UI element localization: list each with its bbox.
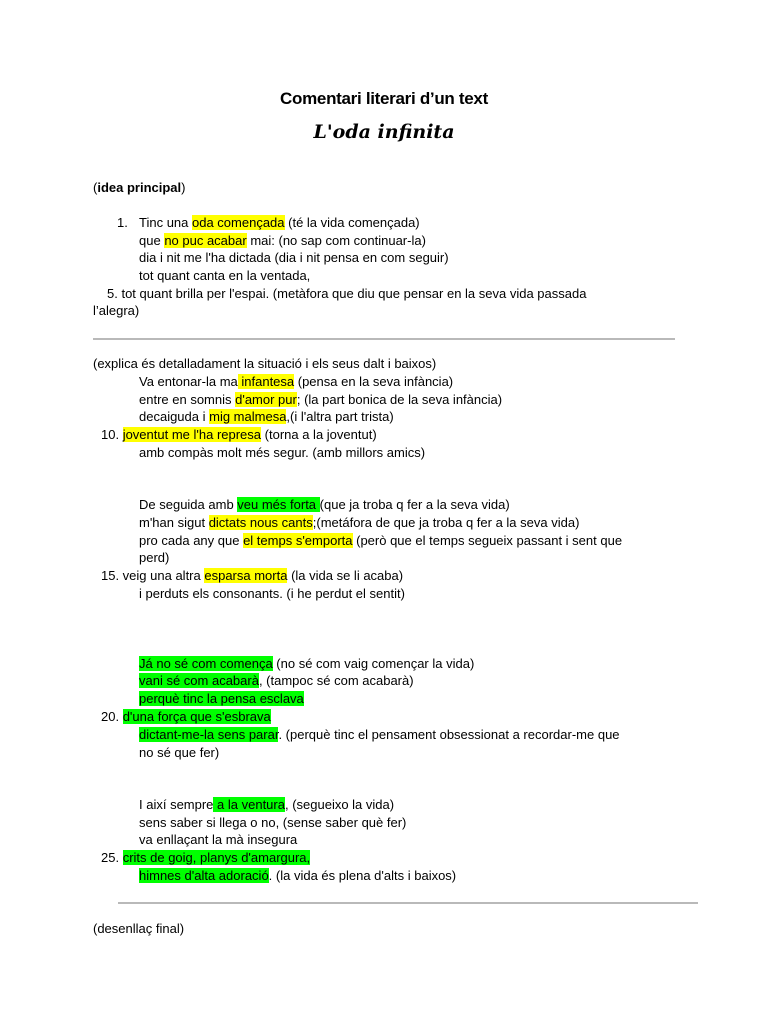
text: pro cada any que <box>139 533 244 548</box>
poem-line-24: va enllaçant la mà insegura <box>139 832 298 847</box>
document-title: Comentari literari d’un text <box>280 89 488 108</box>
poem-title: L'oda infinita <box>313 121 455 143</box>
poem-line-13 <box>139 514 579 531</box>
poem-line-21-continued: no sé que fer) <box>139 745 220 760</box>
section-desenllac: (desenllaç final) <box>93 921 185 936</box>
highlight-yellow: mig malmesa <box>209 409 287 424</box>
poem-line-17 <box>139 655 474 672</box>
highlight-green: veu més forta <box>237 497 320 512</box>
comment: (torna a la joventut) <box>261 427 377 442</box>
line-number-1: 1. <box>117 215 128 230</box>
comment: mai: (no sap com continuar-la) <box>246 233 426 248</box>
text: I així sempre <box>139 797 214 812</box>
line-number: 20. <box>101 709 123 724</box>
comment: (la vida se li acaba) <box>287 568 404 583</box>
highlight-yellow: oda començada <box>192 215 285 230</box>
poem-line-7 <box>139 391 502 408</box>
section-explica: (explica és detalladament la situació i els seus dalt i baixos) <box>93 356 437 371</box>
highlight-green: perquè tinc la pensa esclava <box>139 691 304 706</box>
text: entre en somnis <box>139 392 236 407</box>
highlight-yellow: joventut me l'ha represa <box>122 427 262 442</box>
poem-line-2 <box>139 232 426 249</box>
highlight-green: Já no sé com comença <box>139 656 273 671</box>
poem-line-10 <box>101 426 377 443</box>
horizontal-rule <box>93 338 675 340</box>
highlight-green: a la ventura <box>213 797 285 812</box>
text: Tinc una <box>139 215 192 230</box>
highlight-yellow: infantesa <box>237 374 295 389</box>
comment: , (segueixo la vida) <box>284 797 395 812</box>
comment: (té la vida començada) <box>284 215 420 230</box>
poem-line-14-continued: perd) <box>139 550 170 565</box>
line-number: 10. <box>101 427 123 442</box>
highlight-green: vani sé com acabarà <box>139 673 259 688</box>
poem-line-1 <box>139 214 420 231</box>
comment: (no sé com vaig començar la vida) <box>272 656 475 671</box>
poem-line-20 <box>101 708 271 725</box>
text: De seguida amb <box>139 497 238 512</box>
poem-line-14 <box>139 532 622 549</box>
poem-line-25 <box>101 849 310 866</box>
comment: ; (la part bonica de la seva infància) <box>296 392 503 407</box>
poem-line-5: 5. tot quant brilla per l'espai. (metàfora que diu que pensar en la seva vida passada <box>107 286 587 301</box>
highlight-yellow: no puc acabar <box>164 233 247 248</box>
highlight-yellow: esparsa morta <box>204 568 288 583</box>
section-label: idea principal <box>97 180 182 195</box>
poem-line-21 <box>139 726 620 743</box>
text: m'han sigut <box>139 515 209 530</box>
comment: (pensa en la seva infància) <box>294 374 454 389</box>
highlight-yellow: el temps s'emporta <box>243 533 353 548</box>
highlight-green: dictant-me-la sens parar <box>139 727 279 742</box>
poem-line-18 <box>139 672 414 689</box>
text: que <box>139 233 165 248</box>
comment: . (perquè tinc el pensament obsessionat a recordar-me que <box>278 727 620 742</box>
poem-line-22 <box>139 796 394 813</box>
paren-open: ( <box>93 180 98 195</box>
poem-line-23: sens saber si llega o no, (sense saber què fer) <box>139 815 407 830</box>
text: Va entonar-la ma <box>139 374 238 389</box>
poem-line-12 <box>139 496 510 513</box>
section-idea-principal <box>93 179 186 196</box>
line-number: 25. <box>101 850 123 865</box>
comment: ;(metáfora de que ja troba q fer a la seva vida) <box>312 515 580 530</box>
comment: (però que el temps segueix passant i sent que <box>352 533 623 548</box>
highlight-yellow: dictats nous cants <box>208 515 313 530</box>
highlight-green: himnes d'alta adoració <box>139 868 269 883</box>
poem-line-4: tot quant canta en la ventada, <box>139 268 311 283</box>
comment: (que ja troba q fer a la seva vida) <box>319 497 510 512</box>
poem-line-8 <box>139 408 394 425</box>
highlight-yellow: d'amor pur <box>235 392 297 407</box>
poem-line-3: dia i nit me l'ha dictada (dia i nit pensa en com seguir) <box>139 250 449 265</box>
comment: . (la vida és plena d'alts i baixos) <box>268 868 457 883</box>
highlight-green: d'una força que s'esbrava <box>122 709 271 724</box>
horizontal-rule <box>118 902 698 904</box>
highlight-green: crits de goig, planys d'amargura, <box>122 850 311 865</box>
poem-line-19 <box>139 690 304 707</box>
poem-line-6 <box>139 373 453 390</box>
poem-line-5-continued: l’alegra) <box>93 303 140 318</box>
paren-close: ) <box>181 180 186 195</box>
poem-line-15 <box>101 567 403 584</box>
line-number: 15. veig una altra <box>101 568 205 583</box>
comment: , (tampoc sé com acabarà) <box>258 673 414 688</box>
poem-line-26 <box>139 867 456 884</box>
comment: ,(i l'altra part trista) <box>286 409 394 424</box>
poem-line-11: amb compàs molt més segur. (amb millors amics) <box>139 445 426 460</box>
text: decaiguda i <box>139 409 210 424</box>
poem-line-16: i perduts els consonants. (i he perdut el sentit) <box>139 586 405 601</box>
